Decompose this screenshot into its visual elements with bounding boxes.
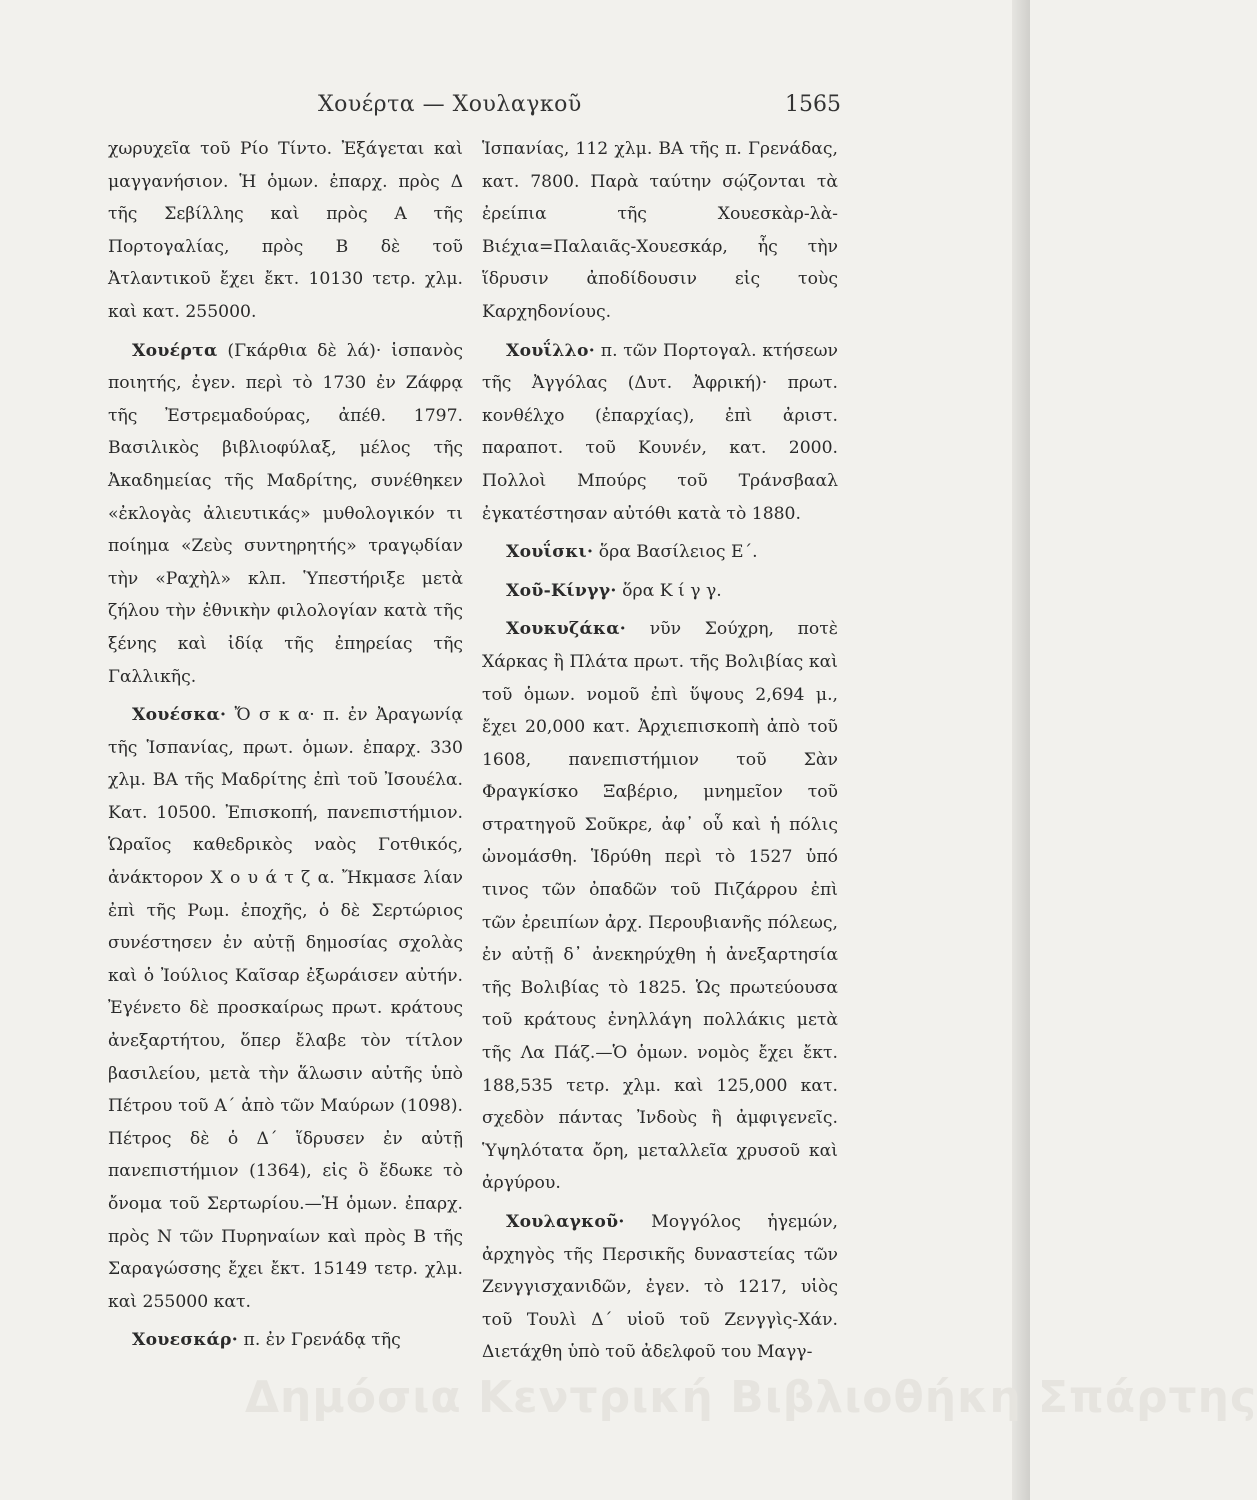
entry-chouiski bbox=[482, 536, 838, 569]
entry-chou-king bbox=[482, 575, 838, 608]
entry-chouerta bbox=[108, 335, 463, 694]
entry-lemma: Χουεσκάρ· bbox=[132, 1330, 239, 1351]
continuation-paragraph: χωρυχεῖα τοῦ Ρίο Τίντο. Ἐξάγεται καὶ μαγγανήσιον. Ἡ ὁμων. ἐπαρχ. πρὸς Δ τῆς Σεβίλλης καὶ πρὸς Α τῆς Πορτογαλίας, πρὸς Β δὲ τοῦ Ἀτλαντικοῦ ἔχει ἔκτ. 10130 τετρ. χλμ. καὶ κατ. 255000. bbox=[108, 139, 463, 322]
entry-text: ὅρα Κ ί γ γ. bbox=[616, 580, 722, 601]
library-watermark: Δημόσια Κεντρική Βιβλιοθήκη Σπάρτης bbox=[245, 1372, 1257, 1423]
entry-text: π. τῶν Πορτογαλ. κτήσεων τῆς Ἀγγόλας (Δυτ. Ἀφρική)· πρωτ. κονθέλχο (ἐπαρχίας), ἐπὶ ἀριστ. παραποτ. τοῦ Κουνέν, κατ. 2000. Πολλοὶ Μπούρς τοῦ Τράνσβααλ ἐγκατέστησαν αὐτόθι κατὰ τὸ 1880. bbox=[482, 340, 838, 524]
entry-choukyzaka bbox=[482, 613, 838, 1200]
right-column bbox=[482, 133, 838, 1369]
entry-chouescar bbox=[108, 1324, 463, 1357]
page-header bbox=[0, 92, 1030, 132]
entry-lemma: Χουέρτα bbox=[132, 340, 218, 361]
entry-text: Ὄ σ κ α· π. ἐν Ἀραγωνίᾳ τῆς Ἱσπανίας, πρωτ. ὁμων. ἐπαρχ. 330 χλμ. ΒΑ τῆς Μαδρίτης ἐπὶ τοῦ Ἰσουέλα. Κατ. 10500. Ἐπισκοπή, πανεπιστήμιον. Ὡραῖος καθεδρικὸς ναὸς Γοτθικός, ἀνάκτορον Χ ο υ ά τ ζ α. Ἤκμασε λίαν ἐπὶ τῆς Ρωμ. ἐποχῆς, ὁ δὲ Σερτώριος συνέστησεν ἐν αὐτῇ δημοσίας σχολὰς καὶ ὁ Ἰούλιος Καῖσαρ ἐξωράισεν αὐτήν. Ἐγένετο δὲ προσκαίρως πρωτ. κράτους ἀνεξαρτήτου, ὅπερ ἔλαβε τὸν τίτλον βασιλείου, μετὰ τὴν ἅλωσιν αὐτῆς ὑπὸ Πέτρου τοῦ Α΄ ἀπὸ τῶν Μαύρων (1098). Πέτρος δὲ ὁ Δ΄ ἵδρυσεν ἐν αὐτῇ πανεπιστήμιον (1364), εἰς ὃ ἔδωκε τὸ ὄνομα τοῦ Σερτωρίου.—Ἡ ὁμων. ἐπαρχ. πρὸς Ν τῶν Πυρηναίων καὶ πρὸς Β τῆς Σαραγώσσης ἔχει ἔκτ. 15149 τετρ. χλμ. καὶ 255000 κατ. bbox=[108, 705, 463, 1312]
entry-lemma: Χοῦ-Κίνγγ· bbox=[506, 580, 617, 601]
entry-lemma: Χουλαγκοῦ· bbox=[506, 1212, 625, 1232]
entry-text: ὅρα Βασίλειος Ε΄. bbox=[593, 542, 758, 563]
entry-lemma: Χουΐλλο· bbox=[506, 340, 595, 361]
left-column bbox=[108, 133, 463, 1357]
entry-text: π. ἐν Γρενάδᾳ τῆς bbox=[238, 1330, 401, 1351]
page-number: 1565 bbox=[785, 92, 841, 117]
entry-lemma: Χουέσκα· bbox=[132, 705, 227, 726]
entry-chouesca bbox=[108, 699, 463, 1318]
continuation-paragraph: Ἱσπανίας, 112 χλμ. ΒΑ τῆς π. Γρενάδας, κατ. 7800. Παρὰ ταύτην σῴζονται τὰ ἐρείπια τῆς Χουεσκὰρ-λὰ-Βιέχια=Παλαιᾶς-Χουεσκάρ, ἧς τὴν ἵδρυσιν ἀποδίδουσιν εἰς τοὺς Καρχηδονίους. bbox=[482, 139, 838, 322]
entry-text: (Γκάρθια δὲ λά)· ἱσπανὸς ποιητής, ἐγεν. περὶ τὸ 1730 ἐν Ζάφρᾳ τῆς Ἐστρεμαδούρας, ἀπέθ. 1797. Βασιλικὸς βιβλιοφύλαξ, μέλος τῆς Ἀκαδημείας τῆς Μαδρίτης, συνέθηκεν «ἐκλογὰς ἀλιευτικάς» μυθολογικόν τι ποίημα «Ζεὺς συντηρητής» τραγῳδίαν τὴν «Ραχὴλ» κλπ. Ὑπεστήριξε μετὰ ζήλου τὴν ἐθνικὴν φιλολογίαν κατὰ τῆς ξένης καὶ ἰδίᾳ τῆς ἐπηρείας τῆς Γαλλικῆς. bbox=[108, 340, 463, 687]
entry-text: νῦν Σούχρη, ποτὲ Χάρκας ἢ Πλάτα πρωτ. τῆς Βολιβίας καὶ τοῦ ὁμων. νομοῦ ἐπὶ ὕψους 2,694 μ., ἔχει 20,000 κατ. Ἀρχιεπισκοπὴ ἀπὸ τοῦ 1608, πανεπιστήμιον τοῦ Σὰν Φραγκίσκο Ξαβέριο, μνημεῖον τοῦ στρατηγοῦ Σοῦκρε, ἀφ᾽ οὗ καὶ ἡ πόλις ὠνομάσθη. Ἱδρύθη περὶ τὸ 1527 ὑπό τινος τῶν ὀπαδῶν τοῦ Πιζάρρου ἐπὶ τῶν ἐρειπίων ἀρχ. Περουβιανῆς πόλεως, ἐν αὐτῇ δ᾽ ἀνεκηρύχθη ἡ ἀνεξαρτησία τῆς Βολιβίας τὸ 1825. Ὡς πρωτεύουσα τοῦ κράτους ἐνηλλάγη πολλάκις μετὰ τῆς Λα Πάζ.—Ὁ ὁμων. νομὸς ἔχει ἔκτ. 188,535 τετρ. χλμ. καὶ 125,000 κατ. σχεδὸν πάντας Ἰνδοὺς ἢ ἀμφιγενεῖς. Ὑψηλότατα ὄρη, μεταλλεῖα χρυσοῦ καὶ ἀργύρου. bbox=[482, 619, 838, 1194]
page-edge bbox=[1012, 0, 1030, 1500]
entry-text: Μογγόλος ἡγεμών, ἀρχηγὸς τῆς Περσικῆς δυναστείας τῶν Ζενγγισχανιδῶν, ἐγεν. τὸ 1217, υἱὸς τοῦ Τουλὶ Δ΄ υἱοῦ τοῦ Ζενγγὶς-Χάν. Διετάχθη ὑπὸ τοῦ ἀδελφοῦ του Μαγγ- bbox=[482, 1212, 838, 1363]
entry-lemma: Χουΐσκι· bbox=[506, 542, 594, 563]
entry-chouillo bbox=[482, 335, 838, 531]
running-head: Χουέρτα — Χουλαγκοῦ bbox=[318, 92, 582, 117]
entry-choulagkou bbox=[482, 1206, 838, 1369]
entry-lemma: Χουκυζάκα· bbox=[506, 619, 627, 640]
